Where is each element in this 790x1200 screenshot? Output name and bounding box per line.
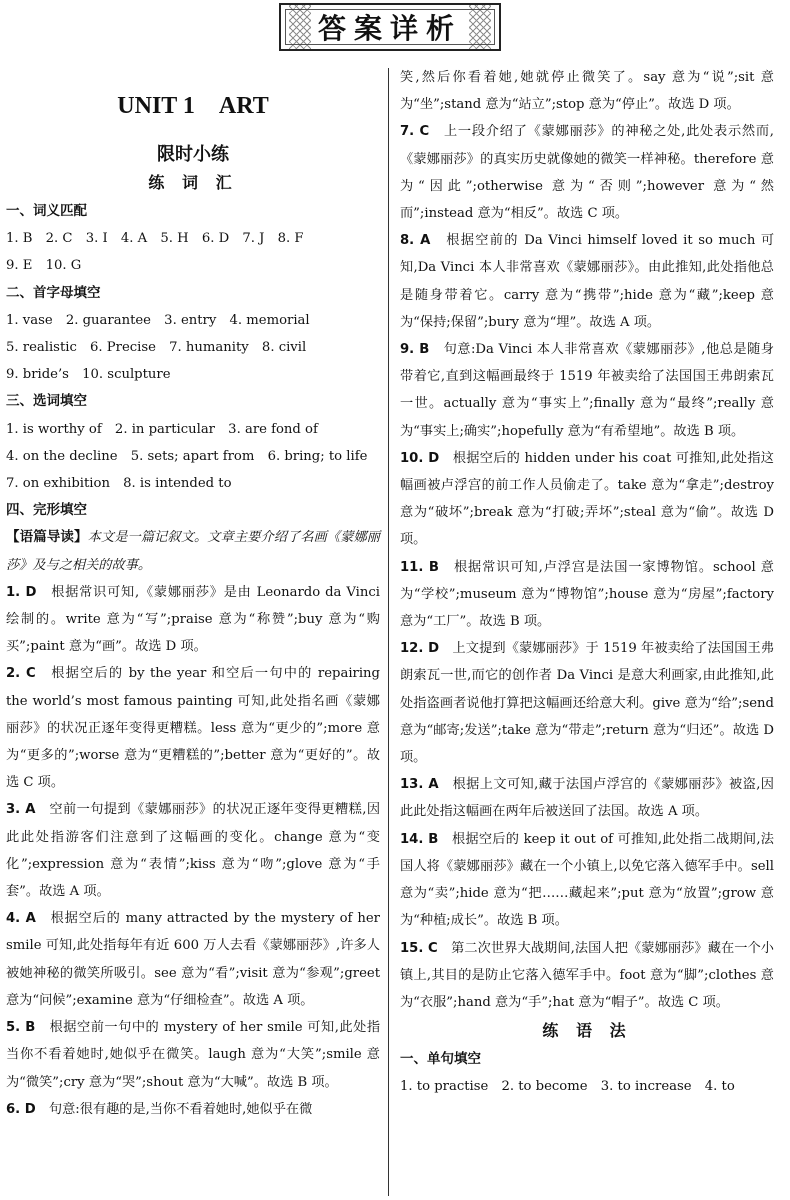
answer-row: 1. B 2. C 3. I 4. A 5. H 6. D 7. J 8. F bbox=[6, 231, 304, 247]
guide-text: 本文是一篇记叙文。文章主要介绍了名画《蒙娜丽莎》及与之相关的故事。 bbox=[6, 530, 380, 573]
answer-number: 13. A bbox=[400, 777, 439, 793]
explanation-text: 空前一句提到《蒙娜丽莎》的状况正逐年变得更糟糕,因此此处指游客们注意到了这幅画的变化。change 意为“变化”;expression 意为“表情”;kiss 意为“吻”;glove 意为“手套”。故选 A 项。 bbox=[6, 802, 381, 900]
explanation-text: 第二次世界大战期间,法国人把《蒙娜丽莎》藏在一个小镇上,其目的是防止它落入德军手中。foot 意为“脚”;clothes 意为“衣服”;hand 意为“手”;hat 意为“帽子”。故选 C 项。 bbox=[400, 940, 774, 1010]
answer-explanation bbox=[6, 1096, 380, 1123]
answer-explanation bbox=[400, 635, 774, 771]
answer-row: 9. bride’s 10. sculpture bbox=[6, 367, 171, 383]
right-column bbox=[400, 64, 774, 1101]
explanation-text: 根据空后的 by the year 和空后一句中的 repairing the world’s most famous painting 可知,此处指名画《蒙娜丽莎》的状况正逐年变得更糟糕。less 意为“更少的”;more 意为“更多的”;worse 意为“更糟糕的”;better 意为“更好的”。故选 C 项。 bbox=[6, 666, 380, 791]
answer-explanation bbox=[400, 771, 774, 825]
answer-number: 8. A bbox=[400, 233, 431, 249]
answer-row: 4. on the decline 5. sets; apart from 6. bring; to life bbox=[6, 448, 368, 464]
answer-explanation bbox=[6, 660, 380, 796]
continued-text: 笑,然后你看着她,她就停止微笑了。say 意为“说”;sit 意为“坐”;stand 意为“站立”;stop 意为“停止”。故选 D 项。 bbox=[400, 70, 774, 113]
banner-title: 答案详析 bbox=[317, 12, 462, 45]
explanation-text: 句意:很有趣的是,当你不看着她时,她似乎在微 bbox=[48, 1101, 313, 1117]
answer-number: 2. C bbox=[6, 666, 36, 682]
answer-row: 9. E 10. G bbox=[6, 258, 82, 274]
banner-ornament-left-icon bbox=[289, 5, 311, 49]
answer-row: 1. to practise 2. to become 3. to increase 4. to bbox=[400, 1079, 735, 1095]
section-heading: 一、单句填空 bbox=[400, 1051, 481, 1068]
left-column bbox=[6, 66, 380, 1123]
answer-row: 7. on exhibition 8. is intended to bbox=[6, 476, 232, 492]
answer-explanation bbox=[400, 445, 774, 554]
answer-explanation bbox=[400, 118, 774, 227]
explanation-text: 句意:Da Vinci 本人非常喜欢《蒙娜丽莎》,他总是随身带着它,直到这幅画最终于 1519 年被卖给了法国国王弗朗索瓦一世。actually 意为“事实上”;finally 意为“最终”;really 意为“事实上;确实”;hopefully 意为“有希望地”。故选 B 项。 bbox=[400, 342, 774, 439]
explanation-text: 上文提到《蒙娜丽莎》于 1519 年被卖给了法国国王弗朗索瓦一世,而它的创作者 Da Vinci 是意大利画家,由此推知,此处指盗画者说他打算把这幅画还给意大利。give 意为“给”;send 意为“邮寄;发送”;take 意为“带走”;return 意为“归还”。故选 D 项。 bbox=[400, 641, 775, 766]
header-banner bbox=[279, 3, 501, 51]
explanation-text: 根据空后的 keep it out of 可推知,此处指二战期间,法国人将《蒙娜丽莎》藏在一个小镇上,以免它落入德军手中。sell 意为“卖”;hide 意为“把……藏起来”;put 意为“放置”;grow 意为“种植;成长”。故选 B 项。 bbox=[400, 831, 774, 929]
section-heading: 三、选词填空 bbox=[6, 393, 87, 410]
answer-explanation bbox=[6, 796, 380, 905]
answer-number: 11. B bbox=[400, 559, 439, 575]
passage-guide bbox=[6, 524, 380, 578]
section-heading: 二、首字母填空 bbox=[6, 284, 101, 301]
answer-explanation bbox=[6, 579, 380, 661]
answer-number: 1. D bbox=[6, 584, 37, 600]
answer-explanation bbox=[400, 826, 774, 935]
answer-number: 12. D bbox=[400, 641, 440, 657]
answer-number: 6. D bbox=[6, 1101, 36, 1117]
answer-explanation bbox=[6, 905, 380, 1014]
answer-number: 4. A bbox=[6, 911, 36, 927]
answer-explanation bbox=[400, 554, 774, 636]
explanation-text: 根据常识可知,《蒙娜丽莎》是由 Leonardo da Vinci 绘制的。write 意为“写”;praise 意为“称赞”;buy 意为“购买”;paint 意为“画”。故选 D 项。 bbox=[6, 584, 380, 655]
answer-number: 5. B bbox=[6, 1020, 36, 1036]
vocab-title: 练 词 汇 bbox=[148, 173, 238, 192]
explanation-text: 根据空前一句中的 mystery of her smile 可知,此处指当你不看着她时,她似乎在微笑。laugh 意为“大笑”;smile 意为“微笑”;cry 意为“哭”;shout 意为“大喊”。故选 B 项。 bbox=[6, 1020, 381, 1090]
section-heading: 一、词义匹配 bbox=[6, 203, 87, 219]
answer-explanation bbox=[400, 336, 774, 445]
explanation-text: 根据常识可知,卢浮宫是法国一家博物馆。school 意为“学校”;museum 意为“博物馆”;house 意为“房屋”;factory 意为“工厂”。故选 B 项。 bbox=[400, 559, 774, 630]
banner-ornament-right-icon bbox=[469, 5, 491, 49]
answer-number: 9. B bbox=[400, 342, 430, 358]
answer-number: 3. A bbox=[6, 802, 36, 818]
answer-explanation bbox=[6, 1014, 380, 1096]
explanation-text: 根据上文可知,藏于法国卢浮宫的《蒙娜丽莎》被盗,因此此处指这幅画在两年后被送回了法国。故选 A 项。 bbox=[400, 777, 774, 820]
answer-number: 10. D bbox=[400, 450, 440, 466]
grammar-title: 练 语 法 bbox=[542, 1021, 632, 1041]
unit-title: UNIT 1 ART bbox=[117, 93, 269, 119]
guide-label: 【语篇导读】 bbox=[6, 529, 88, 546]
answer-row: 5. realistic 6. Precise 7. humanity 8. civil bbox=[6, 340, 307, 356]
practice-title: 限时小练 bbox=[157, 144, 229, 165]
answer-number: 7. C bbox=[400, 124, 430, 140]
answer-row: 1. is worthy of 2. in particular 3. are fond of bbox=[6, 421, 318, 437]
answer-number: 14. B bbox=[400, 831, 439, 847]
section-heading: 四、完形填空 bbox=[6, 502, 87, 519]
explanation-text: 根据空前的 Da Vinci himself loved it so much 可知,Da Vinci 本人非常喜欢《蒙娜丽莎》。由此推知,此处指他总是随身带着它。carry 意为“携带”;hide 意为“藏”;keep 意为“保持;保留”;bury 意为“埋”。故选 A 项。 bbox=[400, 233, 775, 330]
answer-row: 1. vase 2. guarantee 3. entry 4. memorial bbox=[6, 312, 310, 328]
answer-explanation bbox=[400, 227, 774, 336]
answer-explanation bbox=[400, 935, 774, 1017]
column-divider bbox=[388, 68, 389, 1196]
explanation-text: 根据空后的 many attracted by the mystery of her smile 可知,此处指每年有近 600 万人去看《蒙娜丽莎》,许多人被她神秘的微笑所吸引。see 意为“看”;visit 意为“参观”;greet 意为“问候”;examine 意为“仔细检查”。故选 A 项。 bbox=[6, 911, 380, 1008]
explanation-text: 上一段介绍了《蒙娜丽莎》的神秘之处,此处表示然而,《蒙娜丽莎》的真实历史就像她的微笑一样神秘。therefore 意为“因此”;otherwise 意为“否则”;however 意为“然而”;instead 意为“相反”。故选 C 项。 bbox=[400, 124, 774, 222]
answer-number: 15. C bbox=[400, 940, 438, 956]
explanation-text: 根据空后的 hidden under his coat 可推知,此处指这幅画被卢浮宫的前工作人员偷走了。take 意为“拿走”;destroy 意为“破坏”;break 意为“打破;弄坏”;steal 意为“偷”。故选 D 项。 bbox=[400, 450, 774, 548]
